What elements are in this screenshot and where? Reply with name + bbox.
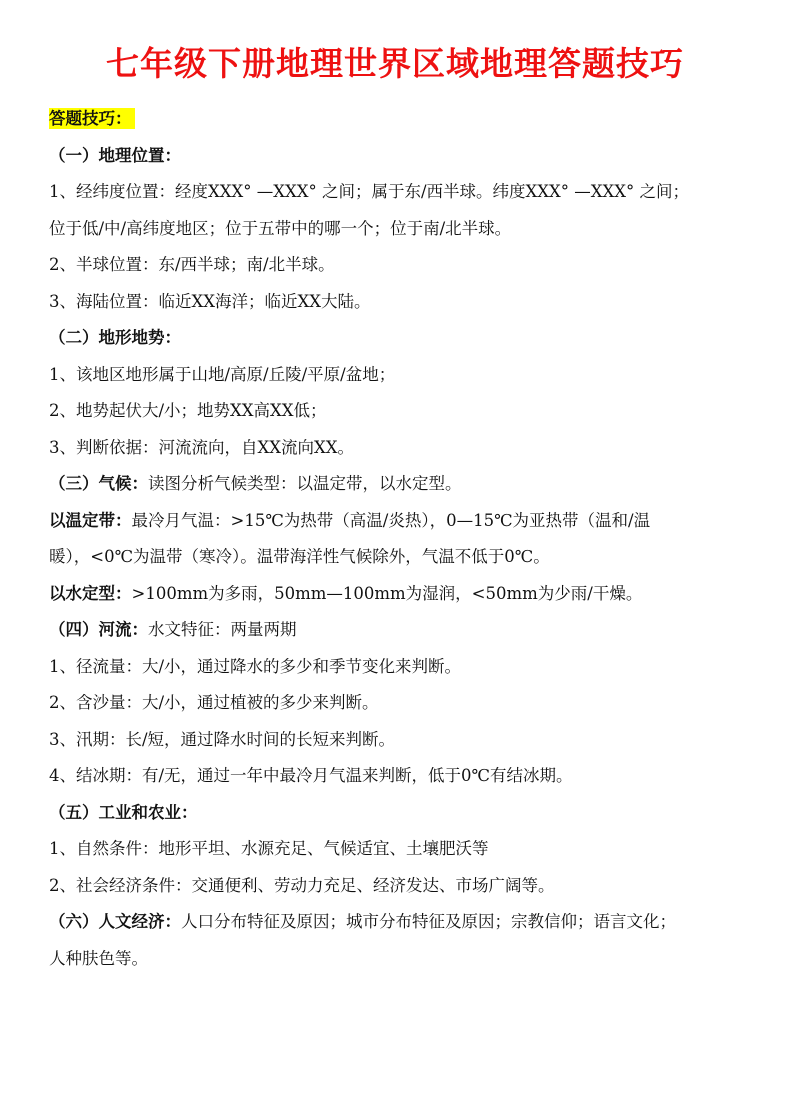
document-body bbox=[49, 101, 757, 977]
section-heading-human-economy bbox=[49, 904, 757, 941]
section-heading-text: （三）气候： bbox=[49, 474, 148, 493]
precipitation-label: 以水定型： bbox=[49, 583, 132, 603]
intro-label: 答题技巧： bbox=[49, 108, 135, 129]
paragraph-line: 1、径流量：大/小，通过降水的多少和季节变化来判断。 bbox=[49, 656, 462, 676]
paragraph-line: 2、社会经济条件：交通便利、劳动力充足、经济发达、市场广阔等。 bbox=[49, 875, 555, 895]
paragraph-line: 2、含沙量：大/小，通过植被的多少来判断。 bbox=[49, 693, 379, 712]
section-heading-location bbox=[49, 138, 757, 175]
section-heading-industry-agriculture bbox=[49, 795, 757, 832]
section-heading-text: （五）工业和农业： bbox=[49, 802, 198, 822]
paragraph-line: 4、结冰期：有/无，通过一年中最冷月气温来判断，低于0℃有结冰期。 bbox=[49, 766, 573, 785]
section-heading-text: （六）人文经济： bbox=[49, 912, 181, 931]
section-heading-text: （四）河流： bbox=[49, 620, 148, 639]
paragraph-line-precipitation bbox=[49, 576, 757, 613]
paragraph-line: 3、海陆位置：临近XX海洋；临近XX大陆。 bbox=[49, 291, 371, 311]
paragraph-line-temperature bbox=[49, 503, 757, 540]
section-heading-terrain bbox=[49, 320, 757, 357]
paragraph-line: 2、地势起伏大/小；地势XX高XX低； bbox=[49, 401, 327, 420]
temperature-label: 以温定带： bbox=[49, 510, 132, 530]
section-heading-text: （一）地理位置： bbox=[49, 145, 181, 165]
paragraph-line: 1、自然条件：地形平坦、水源充足、气候适宜、土壤肥沃等 bbox=[49, 839, 489, 858]
paragraph-line: 人种肤色等。 bbox=[49, 948, 148, 968]
temperature-text: 最冷月气温：>15℃为热带（高温/炎热），0—15℃为亚热带（温和/温 bbox=[131, 510, 651, 530]
paragraph-line: 2、半球位置：东/西半球；南/北半球。 bbox=[49, 255, 335, 274]
section-heading-rivers bbox=[49, 612, 757, 649]
section-heading-rest: 读图分析气候类型：以温定带，以水定型。 bbox=[148, 474, 462, 493]
paragraph-line: 1、该地区地形属于山地/高原/丘陵/平原/盆地； bbox=[49, 364, 396, 384]
paragraph-line: 1、经纬度位置：经度XXX° —XXX° 之间；属于东/西半球。纬度XXX° —XXX° 之间； bbox=[49, 182, 689, 201]
paragraph-line: 3、汛期：长/短，通过降水时间的长短来判断。 bbox=[49, 729, 396, 749]
precipitation-text: >100mm为多雨，50mm—100mm为湿润，<50mm为少雨/干燥。 bbox=[131, 583, 643, 603]
paragraph-line: 暖），<0℃为温带（寒冷）。温带海洋性气候除外，气温不低于0℃。 bbox=[49, 547, 550, 566]
paragraph-line: 位于低/中/高纬度地区；位于五带中的哪一个；位于南/北半球。 bbox=[49, 218, 512, 238]
page-title: 七年级下册地理世界区域地理答题技巧 bbox=[106, 44, 684, 83]
section-heading-text: （二）地形地势： bbox=[49, 328, 181, 347]
intro-line bbox=[49, 101, 757, 138]
section-heading-rest: 水文特征：两量两期 bbox=[148, 620, 297, 639]
section-heading-climate bbox=[49, 466, 757, 503]
paragraph-line: 3、判断依据：河流流向，自XX流向XX。 bbox=[49, 437, 354, 457]
section-heading-rest: 人口分布特征及原因；城市分布特征及原因；宗教信仰；语言文化； bbox=[181, 912, 676, 931]
